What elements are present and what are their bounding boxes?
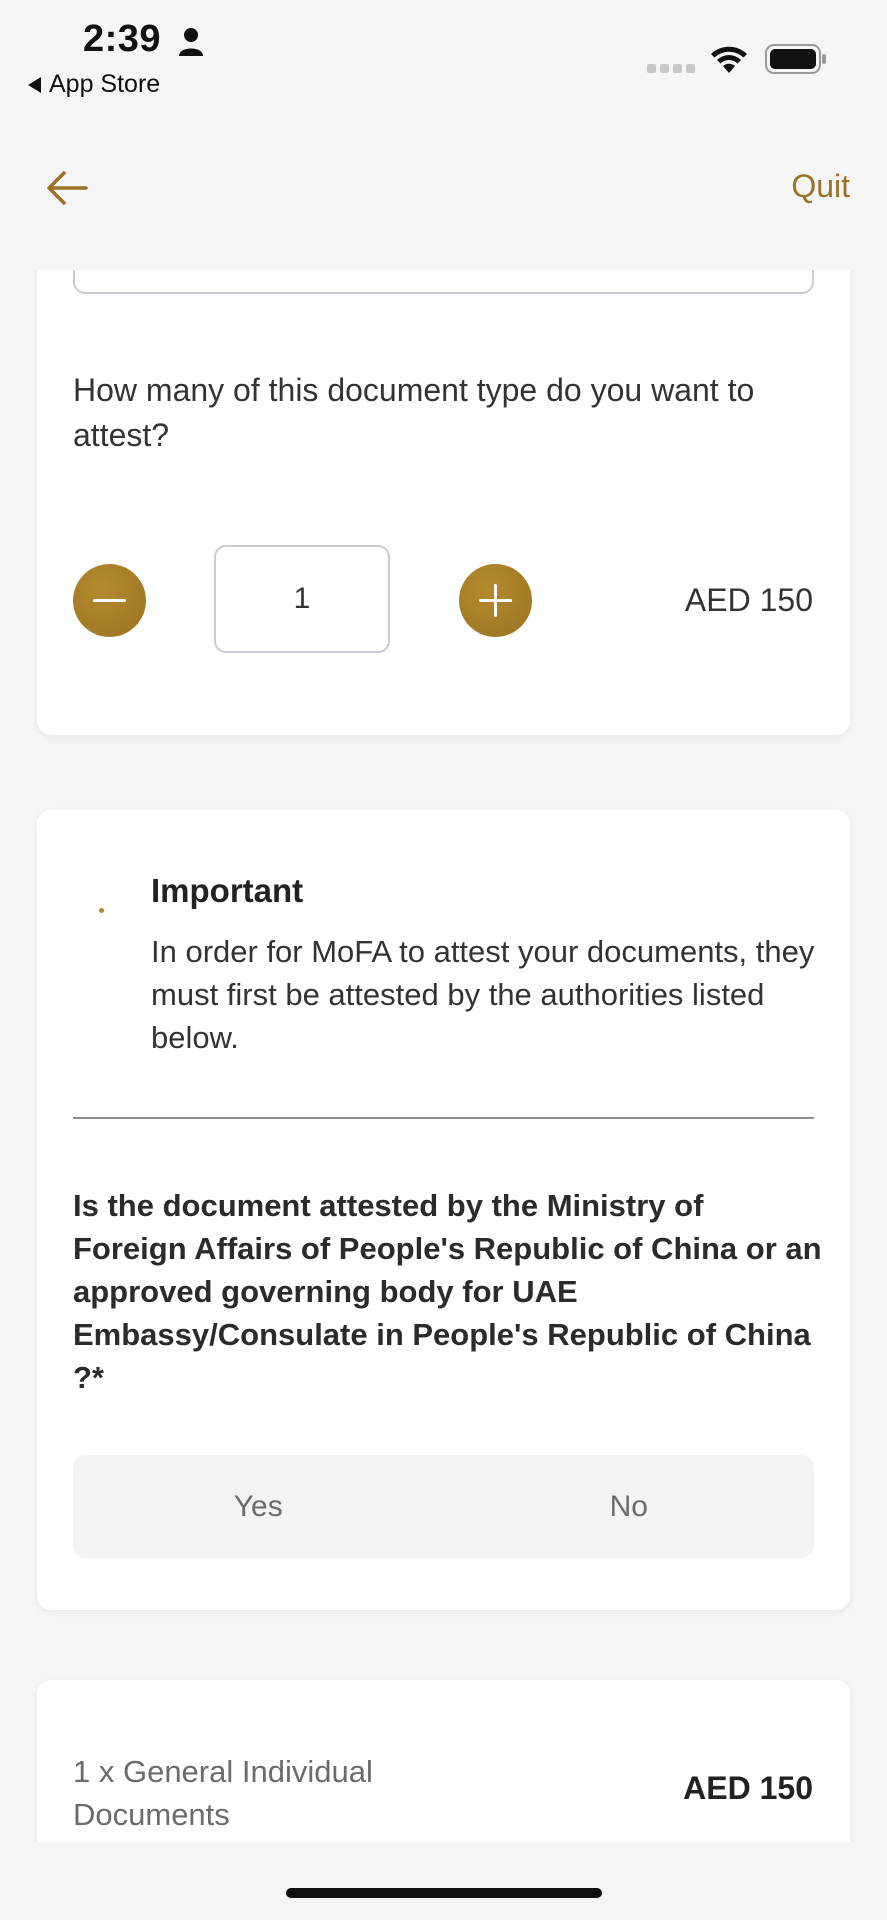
- summary-price: AED 150: [683, 1770, 813, 1806]
- summary-card: [37, 1680, 850, 1842]
- yes-no-toggle: [73, 1455, 814, 1558]
- important-card: [37, 810, 850, 1610]
- status-bar: [0, 0, 887, 110]
- quit-button[interactable]: Quit: [791, 168, 850, 204]
- back-triangle-icon: [28, 77, 41, 93]
- quantity-input[interactable]: 1: [214, 545, 390, 653]
- arrow-left-icon[interactable]: [44, 168, 90, 208]
- quantity-price: AED 150: [684, 582, 813, 618]
- no-option[interactable]: No: [609, 1489, 648, 1523]
- nav-header: [0, 130, 887, 250]
- increment-button[interactable]: [459, 564, 532, 637]
- previous-field[interactable]: [73, 270, 814, 294]
- divider: [73, 1117, 814, 1119]
- wifi-icon: [709, 43, 749, 75]
- back-to-app-store[interactable]: [28, 70, 160, 99]
- quantity-card: [37, 270, 850, 735]
- attestation-question: Is the document attested by the Ministry of Foreign Affairs of People's Republic of China or an approved governing body for UAE Embassy/Consulate in People's Republic of China ?*: [73, 1188, 822, 1395]
- important-body: In order for MoFA to attest your documents, they must first be attested by the authorities listed below.: [151, 934, 815, 1055]
- decrement-button[interactable]: [73, 564, 146, 637]
- bullet-dot: [99, 908, 104, 913]
- quantity-question: How many of this document type do you want to attest?: [73, 372, 755, 453]
- scroll-content[interactable]: [0, 270, 887, 1842]
- status-time: 2:39: [83, 18, 162, 60]
- person-icon: [178, 27, 204, 57]
- yes-option[interactable]: Yes: [233, 1489, 283, 1523]
- cellular-signal-icon: [647, 64, 695, 73]
- important-title: Important: [151, 872, 304, 909]
- battery-icon: [765, 44, 827, 74]
- summary-item-label: 1 x General Individual Documents: [73, 1754, 373, 1832]
- home-indicator[interactable]: [286, 1888, 602, 1898]
- back-app-label: App Store: [49, 70, 161, 98]
